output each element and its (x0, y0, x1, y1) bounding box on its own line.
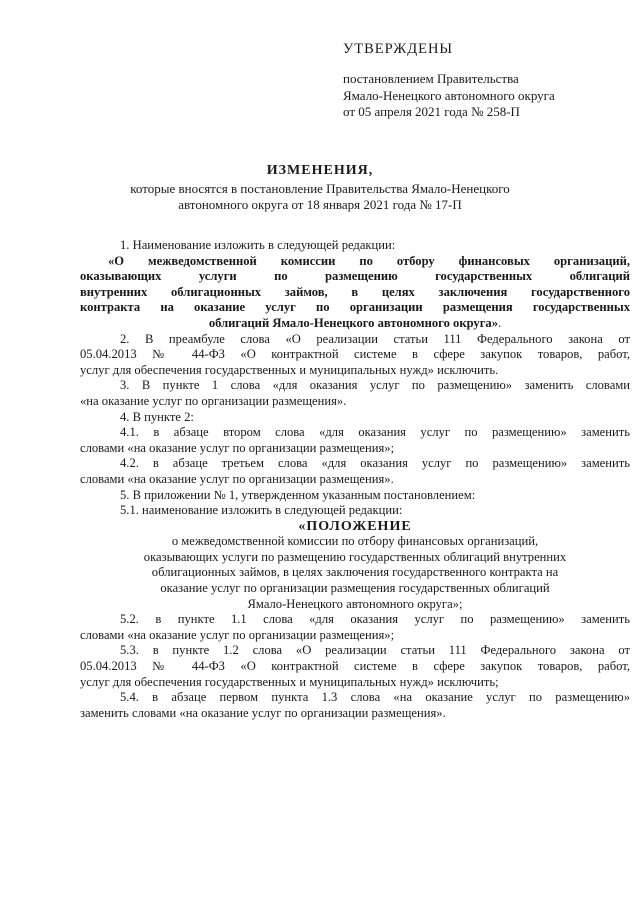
item-1-bold-line: контракта на оказание услуг по организации размещения государственных (80, 300, 630, 315)
item-2-line: услуг для обеспечения государственных и муниципальных нужд» исключить. (80, 362, 499, 377)
item-1-last-line (80, 316, 630, 332)
item-2-line: 2. В преамбуле слова «О реализации статьи 111 Федерального закона от (120, 331, 630, 346)
item-1-bold-line: «О межведомственной комиссии по отбору финансовых организаций, (108, 253, 630, 268)
item-2-line: 05.04.2013 № 44-ФЗ «О контрактной системе в сфере закупок товаров, работ, (80, 347, 630, 362)
polozhenie-line: Ямало-Ненецкого автономного округа»; (247, 596, 463, 611)
subtitle-line: автономного округа от 18 января 2021 года № 17-П (178, 197, 462, 212)
approval-line: постановлением Правительства (343, 71, 519, 86)
polozhenie-title: «ПОЛОЖЕНИЕ (298, 518, 412, 534)
item-1-intro: 1. Наименование изложить в следующей редакции: (120, 238, 396, 252)
item-5-1-intro: 5.1. наименование изложить в следующей редакции: (120, 503, 403, 518)
item-5-2-line: словами «на оказание услуг по организации размещения»; (80, 627, 395, 642)
item-1-end-period: . (498, 315, 502, 330)
approval-line: Ямало-Ненецкого автономного округа (343, 87, 555, 103)
approval-block (343, 71, 555, 121)
item-5-3-line: 05.04.2013 № 44-ФЗ «О контрактной системе в сфере закупок товаров, работ, (80, 659, 630, 674)
item-4-2-line: 4.2. в абзаце третьем слова «для оказания услуг по размещению» заменить (120, 456, 630, 471)
item-4-2-line: словами «на оказание услуг по организации размещения». (80, 471, 394, 486)
item-5-2-line: 5.2. в пункте 1.1 слова «для оказания услуг по размещению» заменить (120, 612, 630, 627)
subtitle-line: которые вносятся в постановление Правительства Ямало-Ненецкого (130, 181, 510, 196)
document-subtitle (0, 181, 640, 213)
item-1-bold-line: внутренних облигационных займов, в целях заключения государственного (80, 284, 630, 299)
item-5-3-line: услуг для обеспечения государственных и муниципальных нужд» исключить; (80, 674, 499, 689)
item-1-bold-line: оказывающих услуги по размещению государственных облигаций (80, 269, 630, 284)
polozhenie-line: облигационных займов, в целях заключения государственного контракта на (151, 565, 559, 580)
item-5-4-line: 5.4. в абзаце первом пункта 1.3 слова «на оказание услуг по размещению» (120, 690, 630, 705)
item-5-4-line: заменить словами «на оказание услуг по организации размещения». (80, 705, 446, 720)
item-5-3-line: 5.3. в пункте 1.2 слова «О реализации статьи 111 Федерального закона от (120, 643, 630, 658)
item-1-bold-line: облигаций Ямало-Ненецкого автономного округа» (208, 315, 499, 330)
item-4-1-line: 4.1. в абзаце втором слова «для оказания услуг по размещению» заменить (120, 425, 630, 440)
item-3-line: 3. В пункте 1 слова «для оказания услуг по размещению» заменить словами (120, 378, 630, 393)
polozhenie-line: о межведомственной комиссии по отбору финансовых организаций, (171, 534, 539, 549)
document-title: ИЗМЕНЕНИЯ, (266, 163, 374, 178)
polozhenie-line: оказание услуг по организации размещения государственных облигаций (160, 581, 550, 596)
item-3-line: «на оказание услуг по организации размещения». (80, 393, 347, 408)
approval-heading: УТВЕРЖДЕНЫ (343, 41, 454, 57)
approval-line: от 05 апреля 2021 года № 258-П (343, 104, 520, 119)
item-5-intro: 5. В приложении № 1, утвержденном указанным постановлением: (120, 487, 476, 502)
item-4-1-line: словами «на оказание услуг по организации размещения»; (80, 440, 395, 455)
item-4-intro: 4. В пункте 2: (120, 409, 194, 424)
polozhenie-line: оказывающих услуги по размещению государственных облигаций внутренних (143, 549, 567, 564)
document-body (80, 238, 630, 721)
